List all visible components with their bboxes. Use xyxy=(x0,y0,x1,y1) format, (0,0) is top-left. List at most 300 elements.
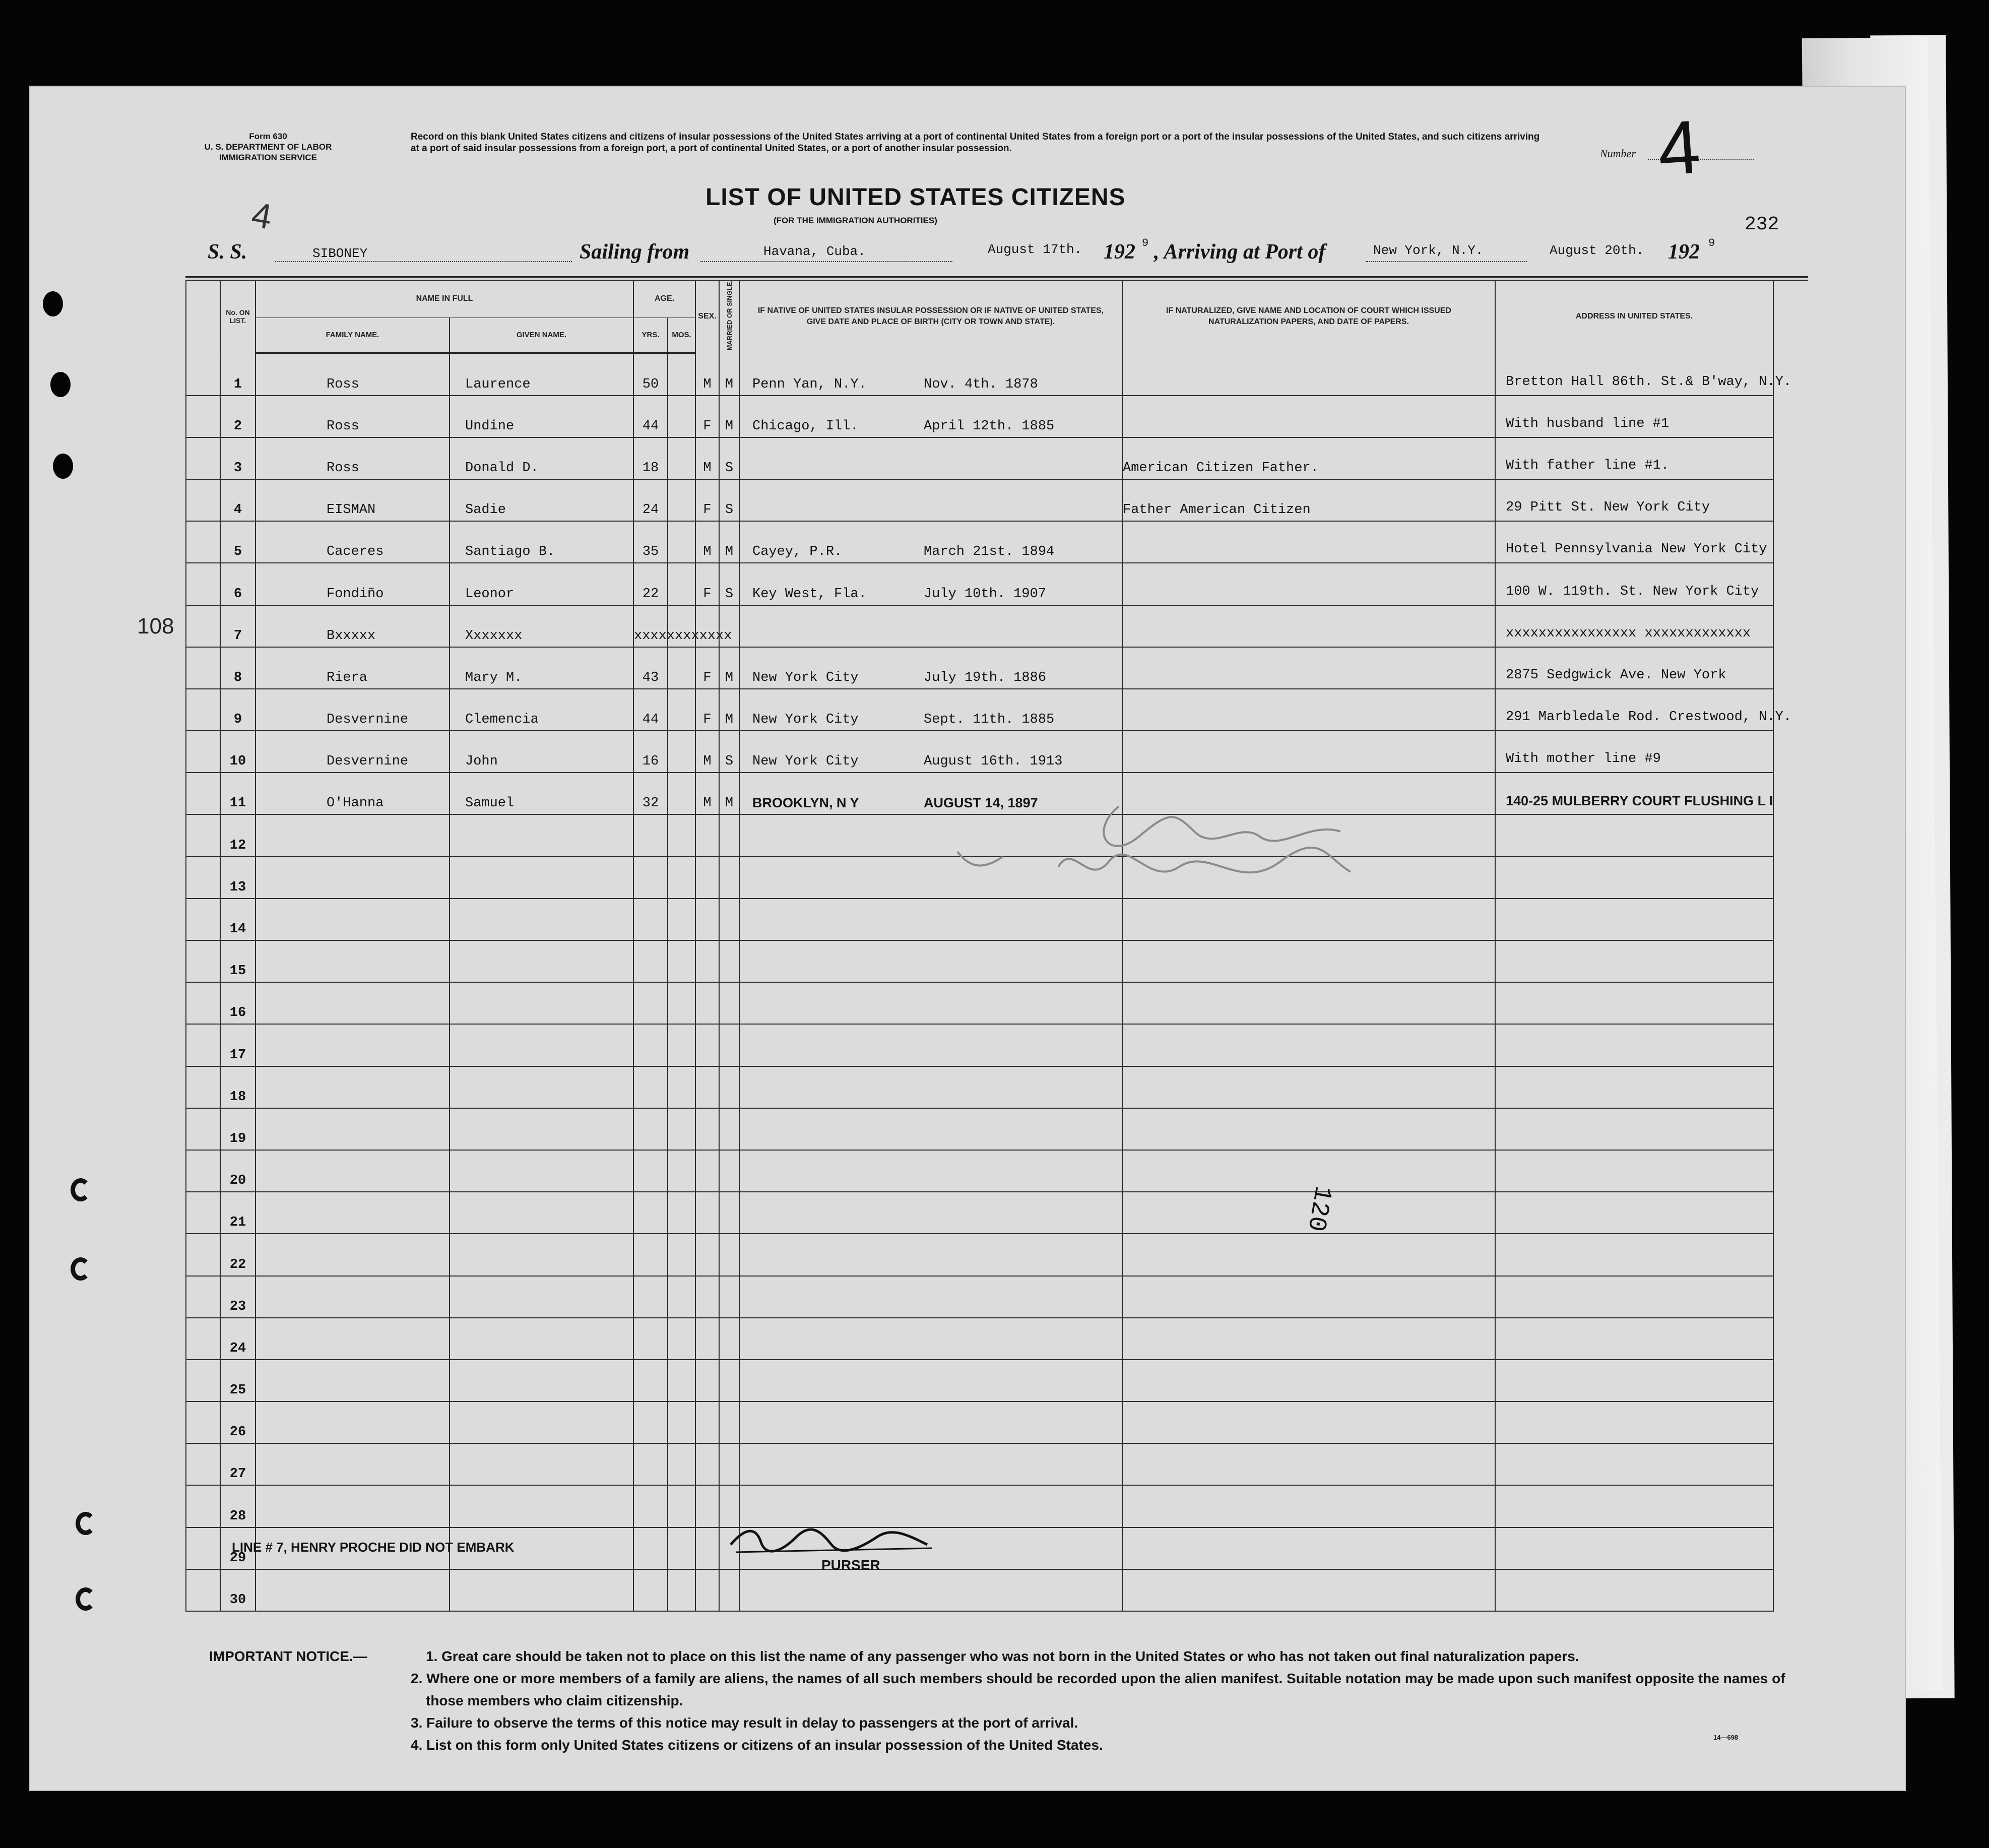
naturalization xyxy=(1122,982,1495,1024)
marital-status xyxy=(719,857,739,899)
check-cell xyxy=(186,1485,220,1527)
age-years xyxy=(633,899,668,940)
arriving-label: , Arriving at Port of xyxy=(1154,240,1326,264)
sex: M xyxy=(695,437,719,479)
age-years xyxy=(633,1066,668,1108)
family-name xyxy=(255,1108,450,1150)
age-years xyxy=(633,1318,668,1360)
age-years xyxy=(633,1024,668,1066)
row-number: 30 xyxy=(220,1569,255,1611)
birth-header: IF NATIVE OF UNITED STATES INSULAR POSSESSION OR IF NATIVE OF UNITED STATES, GIVE DATE AND PLACE OF BIRTH (CITY OR TOWN AND STATE). xyxy=(739,280,1122,353)
sex: F xyxy=(695,689,719,731)
birth-info xyxy=(739,1108,1122,1150)
binder-ring xyxy=(71,1178,91,1201)
margin-mark: 4 xyxy=(248,195,275,237)
check-cell xyxy=(186,1276,220,1318)
age-header: AGE. xyxy=(633,280,695,317)
given-name: Mary M. xyxy=(450,647,633,689)
row-number: 23 xyxy=(220,1276,255,1318)
age-months xyxy=(668,1569,695,1611)
check-cell xyxy=(186,1150,220,1192)
birth-info xyxy=(739,1192,1122,1234)
stamp-number: 120 xyxy=(1301,1184,1337,1234)
sex xyxy=(695,982,719,1024)
line-note: LINE # 7, HENRY PROCHE DID NOT EMBARK xyxy=(232,1540,515,1555)
row-number: 29 xyxy=(220,1527,255,1569)
birth-date: July 19th. 1886 xyxy=(924,670,1047,685)
birth-info xyxy=(739,521,1122,563)
punch-hole xyxy=(50,372,71,397)
age-months xyxy=(668,521,695,563)
check-cell xyxy=(186,857,220,899)
table-row xyxy=(186,1024,1773,1066)
check-cell xyxy=(186,689,220,731)
birth-info xyxy=(739,689,1122,731)
age-years: xxxxxxxxxxxx xyxy=(633,605,668,647)
notice-item: 4. List on this form only United States citizens or citizens of an insular possession of the United States. xyxy=(411,1737,1103,1753)
given-name xyxy=(450,1401,633,1443)
age-months xyxy=(668,396,695,437)
naturalization xyxy=(1122,689,1495,731)
sex xyxy=(695,1569,719,1611)
age-months xyxy=(668,1485,695,1527)
row-number: 10 xyxy=(220,731,255,773)
marital-status xyxy=(719,1150,739,1192)
sex xyxy=(695,1066,719,1108)
row-number: 21 xyxy=(220,1192,255,1234)
table-row xyxy=(186,1443,1773,1485)
family-name xyxy=(255,1443,450,1485)
age-months xyxy=(668,647,695,689)
form-number: Form 630 xyxy=(249,132,287,141)
family-name xyxy=(255,1234,450,1276)
naturalization xyxy=(1122,1569,1495,1611)
check-cell xyxy=(186,1569,220,1611)
check-cell xyxy=(186,1401,220,1443)
naturalization xyxy=(1122,521,1495,563)
birth-date: March 21st. 1894 xyxy=(924,544,1055,560)
birth-place: Cayey, P.R. xyxy=(752,544,843,560)
year-digit: 9 xyxy=(1708,237,1715,249)
sex: F xyxy=(695,479,719,521)
row-number: 1 xyxy=(220,353,255,396)
row-number: 12 xyxy=(220,814,255,856)
age-months xyxy=(668,1192,695,1234)
age-months xyxy=(668,982,695,1024)
row-number: 9 xyxy=(220,689,255,731)
table-row xyxy=(186,940,1773,982)
table-row xyxy=(186,1066,1773,1108)
marital-status xyxy=(719,1318,739,1360)
naturalization xyxy=(1122,1024,1495,1066)
year-digit: 9 xyxy=(1142,237,1149,249)
row-number: 18 xyxy=(220,1066,255,1108)
family-name xyxy=(255,1360,450,1401)
age-months xyxy=(668,899,695,940)
sex xyxy=(695,1443,719,1485)
address: 2875 Sedgwick Ave. New York xyxy=(1495,647,1773,689)
row-number: 4 xyxy=(220,479,255,521)
birth-info xyxy=(739,1234,1122,1276)
row-number: 8 xyxy=(220,647,255,689)
given-name xyxy=(450,1108,633,1150)
marital-status xyxy=(719,1234,739,1276)
sex xyxy=(695,1108,719,1150)
given-name xyxy=(450,1150,633,1192)
table-row xyxy=(186,396,1773,437)
naturalization xyxy=(1122,1066,1495,1108)
address xyxy=(1495,1569,1773,1611)
marital-status xyxy=(719,940,739,982)
marital-status: S xyxy=(719,731,739,773)
age-years xyxy=(633,1108,668,1150)
marital-status xyxy=(719,1066,739,1108)
check-cell xyxy=(186,1443,220,1485)
ship-dotline xyxy=(275,261,572,262)
naturalization xyxy=(1122,1360,1495,1401)
age-months xyxy=(668,814,695,856)
given-name xyxy=(450,857,633,899)
family-name: Ross xyxy=(255,396,450,437)
arrival-date: August 20th. xyxy=(1550,243,1644,258)
marital-status xyxy=(719,1024,739,1066)
row-number: 16 xyxy=(220,982,255,1024)
name-header: NAME IN FULL xyxy=(255,280,633,317)
row-number: 22 xyxy=(220,1234,255,1276)
notice-item: 2. Where one or more members of a family are aliens, the names of all such members should be recorded upon the alien manifest. Suitable notation may be made upon such manifest opposite the names of those members who claim citizenship. xyxy=(411,1671,1785,1708)
sail-date: August 17th. xyxy=(988,242,1082,257)
department: U. S. DEPARTMENT OF LABOR xyxy=(204,142,332,152)
sex: F xyxy=(695,647,719,689)
family-name: Bxxxxx xyxy=(255,605,450,647)
rule-line xyxy=(185,276,1808,278)
family-name xyxy=(255,1318,450,1360)
naturalization xyxy=(1122,1276,1495,1318)
table-row xyxy=(186,1318,1773,1360)
table-row xyxy=(186,479,1773,521)
birth-place: New York City xyxy=(752,754,859,770)
age-years: 24 xyxy=(633,479,668,521)
age-years xyxy=(633,1443,668,1485)
check-cell xyxy=(186,773,220,814)
age-years: 43 xyxy=(633,647,668,689)
table-row xyxy=(186,1401,1773,1443)
given-name: Undine xyxy=(450,396,633,437)
sex: M xyxy=(695,353,719,396)
given-name: Clemencia xyxy=(450,689,633,731)
family-name: Riera xyxy=(255,647,450,689)
given-name xyxy=(450,814,633,856)
naturalization xyxy=(1122,731,1495,773)
birth-info xyxy=(739,1066,1122,1108)
age-years xyxy=(633,1276,668,1318)
address xyxy=(1495,982,1773,1024)
birth-info xyxy=(739,1150,1122,1192)
address-header: ADDRESS IN UNITED STATES. xyxy=(1495,280,1773,353)
check-cell xyxy=(186,1066,220,1108)
check-cell xyxy=(186,353,220,396)
table-header xyxy=(186,280,1773,353)
naturalization xyxy=(1122,1108,1495,1150)
table-row xyxy=(186,1360,1773,1401)
given-name xyxy=(450,1192,633,1234)
naturalization xyxy=(1122,396,1495,437)
row-number: 6 xyxy=(220,563,255,605)
age-years xyxy=(633,1401,668,1443)
given-name: Xxxxxxx xyxy=(450,605,633,647)
naturalization xyxy=(1122,647,1495,689)
age-years: 16 xyxy=(633,731,668,773)
arrival-port: New York, N.Y. xyxy=(1373,243,1484,258)
family-name xyxy=(255,1066,450,1108)
purser-label: PURSER xyxy=(821,1557,880,1573)
form-identifier xyxy=(187,131,349,163)
family-name xyxy=(255,1569,450,1611)
age-years: 50 xyxy=(633,353,668,396)
page-subtitle: (FOR THE IMMIGRATION AUTHORITIES) xyxy=(774,216,937,225)
birth-info xyxy=(739,1318,1122,1360)
address: 29 Pitt St. New York City xyxy=(1495,479,1773,521)
citizens-table xyxy=(185,280,1792,1612)
sex xyxy=(695,1485,719,1527)
page-title: LIST OF UNITED STATES CITIZENS xyxy=(705,184,1126,211)
age-months xyxy=(668,563,695,605)
check-cell xyxy=(186,1234,220,1276)
row-number: 26 xyxy=(220,1401,255,1443)
marital-status: M xyxy=(719,773,739,814)
notice-heading: IMPORTANT NOTICE.— xyxy=(209,1648,367,1664)
row-number: 20 xyxy=(220,1150,255,1192)
address: xxxxxxxxxxxxxxxx xxxxxxxxxxxxx xyxy=(1495,605,1773,647)
notice-item: 3. Failure to observe the terms of this notice may result in delay to passengers at the port of arrival. xyxy=(411,1715,1078,1731)
row-number: 14 xyxy=(220,899,255,940)
check-cell xyxy=(186,982,220,1024)
row-number: 17 xyxy=(220,1024,255,1066)
given-name: John xyxy=(450,731,633,773)
given-name xyxy=(450,1485,633,1527)
age-years xyxy=(633,982,668,1024)
marital-status: M xyxy=(719,353,739,396)
family-name xyxy=(255,899,450,940)
row-number: 27 xyxy=(220,1443,255,1485)
check-cell xyxy=(186,1192,220,1234)
check-cell xyxy=(186,1318,220,1360)
sex xyxy=(695,940,719,982)
sex: F xyxy=(695,396,719,437)
family-name xyxy=(255,1401,450,1443)
age-months xyxy=(668,689,695,731)
row-number: 7 xyxy=(220,605,255,647)
given-name: Laurence xyxy=(450,353,633,396)
sex xyxy=(695,1527,719,1569)
address xyxy=(1495,1150,1773,1192)
sex xyxy=(695,857,719,899)
voyage-line xyxy=(0,237,1989,267)
marital-status: S xyxy=(719,479,739,521)
age-months xyxy=(668,353,695,396)
given-name xyxy=(450,1443,633,1485)
marital-status xyxy=(719,1276,739,1318)
naturalization xyxy=(1122,353,1495,396)
family-name xyxy=(255,1150,450,1192)
birth-info xyxy=(739,1024,1122,1066)
age-years: 22 xyxy=(633,563,668,605)
address xyxy=(1495,1485,1773,1527)
sex: M xyxy=(695,731,719,773)
binder-ring xyxy=(76,1512,96,1535)
birth-place: Key West, Fla. xyxy=(752,586,867,602)
given-name xyxy=(450,1569,633,1611)
yrs-header: YRS. xyxy=(633,317,668,353)
binder-ring xyxy=(76,1587,96,1611)
given-name: Donald D. xyxy=(450,437,633,479)
purser-signature xyxy=(726,1517,937,1562)
family-name xyxy=(255,940,450,982)
family-name-header: FAMILY NAME. xyxy=(255,317,450,353)
marital-status xyxy=(719,1360,739,1401)
table-row xyxy=(186,563,1773,605)
sex xyxy=(695,1401,719,1443)
birth-place: Chicago, Ill. xyxy=(752,418,859,434)
address xyxy=(1495,1066,1773,1108)
naturalization xyxy=(1122,1485,1495,1527)
sex: M xyxy=(695,521,719,563)
table-row xyxy=(186,1569,1773,1611)
marital-status: S xyxy=(719,437,739,479)
table-row xyxy=(186,1485,1773,1527)
given-name xyxy=(450,1024,633,1066)
ship-name: SIBONEY xyxy=(312,246,368,261)
age-years: 44 xyxy=(633,396,668,437)
birth-info xyxy=(739,563,1122,605)
address xyxy=(1495,1401,1773,1443)
age-years xyxy=(633,1527,668,1569)
given-name: Sadie xyxy=(450,479,633,521)
marital-status: S xyxy=(719,563,739,605)
check-cell xyxy=(186,563,220,605)
age-years xyxy=(633,814,668,856)
address xyxy=(1495,1318,1773,1360)
row-number: 13 xyxy=(220,857,255,899)
family-name: O'Hanna xyxy=(255,773,450,814)
marital-status xyxy=(719,1108,739,1150)
age-months xyxy=(668,1276,695,1318)
sex-header: SEX. xyxy=(695,280,719,353)
check-cell xyxy=(186,437,220,479)
important-notice xyxy=(209,1645,1822,1756)
age-years: 44 xyxy=(633,689,668,731)
given-name xyxy=(450,1318,633,1360)
address xyxy=(1495,1108,1773,1150)
birth-info xyxy=(739,982,1122,1024)
given-name: Santiago B. xyxy=(450,521,633,563)
sex xyxy=(695,1318,719,1360)
row-number: 19 xyxy=(220,1108,255,1150)
check-cell xyxy=(186,1024,220,1066)
check-cell xyxy=(186,731,220,773)
naturalization xyxy=(1122,605,1495,647)
birth-info xyxy=(739,437,1122,479)
given-name xyxy=(450,940,633,982)
age-years xyxy=(633,857,668,899)
official-signature xyxy=(957,791,1401,907)
marital-status xyxy=(719,899,739,940)
sex: M xyxy=(695,773,719,814)
age-years xyxy=(633,1192,668,1234)
birth-info xyxy=(739,1443,1122,1485)
naturalization: Father American Citizen xyxy=(1122,479,1495,521)
given-name xyxy=(450,899,633,940)
age-months xyxy=(668,731,695,773)
birth-info xyxy=(739,1360,1122,1401)
birth-date: Nov. 4th. 1878 xyxy=(924,376,1038,392)
address: 291 Marbledale Rod. Crestwood, N.Y. xyxy=(1495,689,1773,731)
row-number: 5 xyxy=(220,521,255,563)
check-cell xyxy=(186,940,220,982)
given-name xyxy=(450,1276,633,1318)
row-number: 3 xyxy=(220,437,255,479)
check-cell xyxy=(186,479,220,521)
number-label: Number xyxy=(1600,147,1636,160)
family-name xyxy=(255,857,450,899)
address: 100 W. 119th. St. New York City xyxy=(1495,563,1773,605)
punch-hole xyxy=(53,454,73,479)
naturalization xyxy=(1122,1401,1495,1443)
address xyxy=(1495,1024,1773,1066)
table-row xyxy=(186,982,1773,1024)
table-row xyxy=(186,1192,1773,1234)
age-months xyxy=(668,1401,695,1443)
family-name xyxy=(255,1024,450,1066)
given-name: Leonor xyxy=(450,563,633,605)
given-name: Samuel xyxy=(450,773,633,814)
table-body xyxy=(186,353,1792,1611)
given-name xyxy=(450,1234,633,1276)
table-row xyxy=(186,1108,1773,1150)
naturalization xyxy=(1122,1234,1495,1276)
birth-date: April 12th. 1885 xyxy=(924,418,1055,434)
family-name xyxy=(255,1192,450,1234)
marital-header-text: MARRIED OR SINGLE. xyxy=(725,280,733,351)
service: IMMIGRATION SERVICE xyxy=(219,153,317,162)
birth-info xyxy=(739,940,1122,982)
marital-status: M xyxy=(719,689,739,731)
marital-status: M xyxy=(719,647,739,689)
age-months xyxy=(668,1527,695,1569)
address xyxy=(1495,1234,1773,1276)
marital-status: M xyxy=(719,396,739,437)
age-years xyxy=(633,1234,668,1276)
table-row xyxy=(186,353,1773,396)
naturalization xyxy=(1122,563,1495,605)
table-row xyxy=(186,647,1773,689)
punch-hole xyxy=(43,291,63,316)
margin-note: 108 xyxy=(137,614,174,639)
age-months xyxy=(668,857,695,899)
table-row xyxy=(186,1276,1773,1318)
family-name: Desvernine xyxy=(255,689,450,731)
row-number: 15 xyxy=(220,940,255,982)
port-dotline xyxy=(700,261,952,262)
birth-info xyxy=(739,1276,1122,1318)
birth-info xyxy=(739,731,1122,773)
marital-status xyxy=(719,1192,739,1234)
ss-label: S. S. xyxy=(208,240,247,264)
age-months xyxy=(668,1066,695,1108)
family-name: Fondiño xyxy=(255,563,450,605)
marital-status xyxy=(719,1443,739,1485)
address xyxy=(1495,1360,1773,1401)
